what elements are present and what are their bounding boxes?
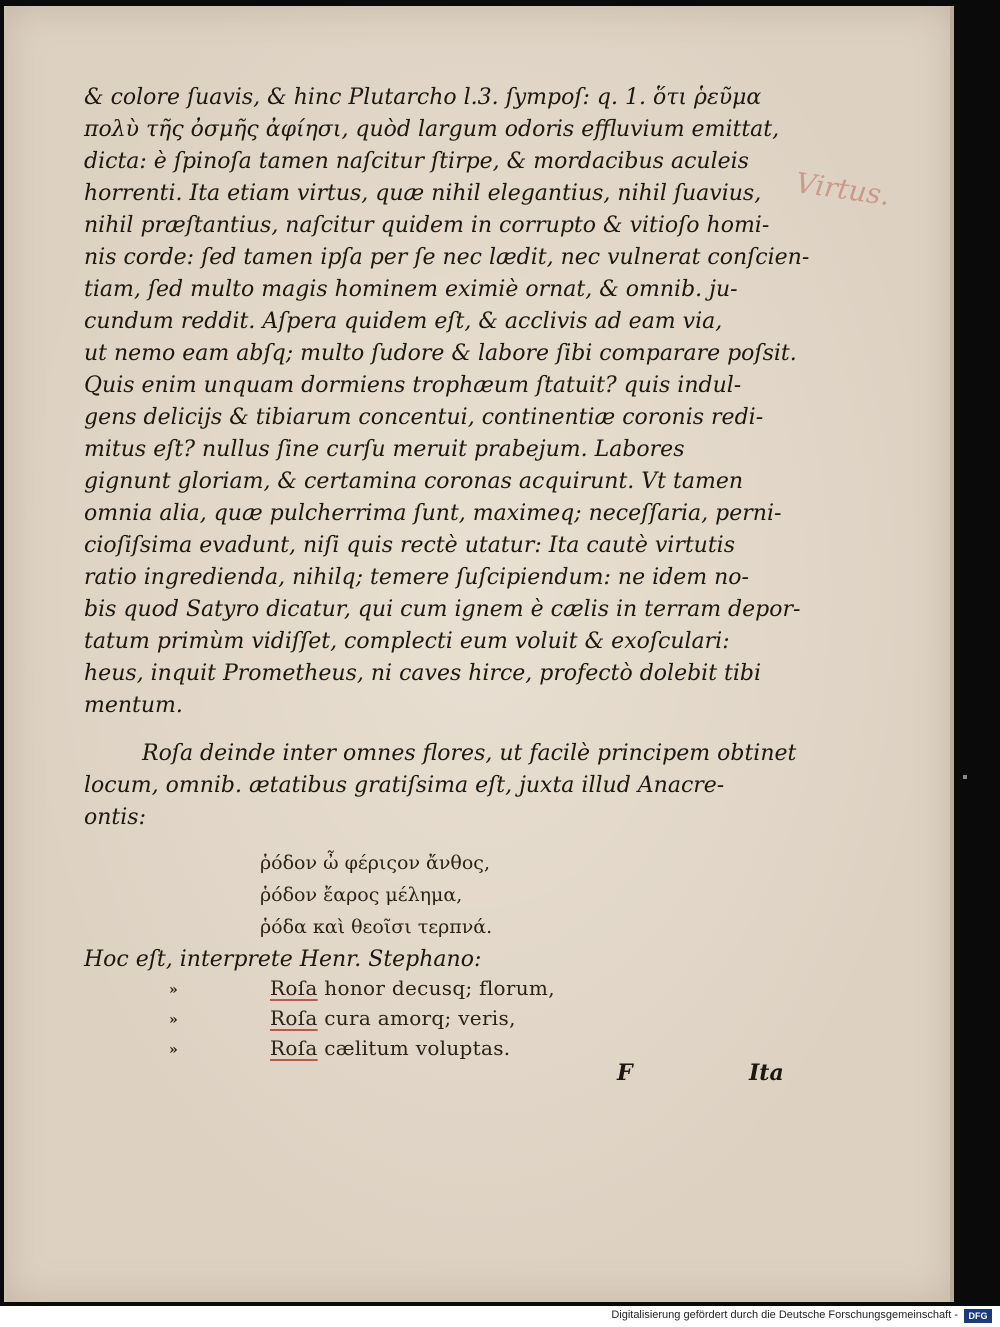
text-line: ut nemo eam abſq; multo ſudore & labore ſibi comparare poſsit. xyxy=(84,341,797,366)
verse-rest: cura amorq; veris, xyxy=(317,1006,516,1030)
signature-mark: F xyxy=(617,1060,633,1086)
latin-verse-line xyxy=(270,976,555,1000)
text-line: gignunt gloriam, & certamina coronas acquirunt. Vt tamen xyxy=(84,469,744,494)
quote-mark: » xyxy=(169,982,178,998)
rosa-underlined: Roſa xyxy=(270,976,318,1000)
rosa-underlined: Roſa xyxy=(270,1006,318,1030)
scanned-page xyxy=(4,6,954,1302)
text-line: nis corde: ſed tamen ipſa per ſe nec lædit, nec vulnerat conſcien- xyxy=(84,245,810,270)
rosa-underlined: Roſa xyxy=(270,1036,318,1060)
text-line: & colore ſuavis, & hinc Plutarcho l.3. ſympoſ: q. 1. ὅτι ῥεῦμα xyxy=(84,85,762,110)
text-line: tiam, ſed multo magis hominem eximiè ornat, & omnib. ju- xyxy=(84,277,738,302)
text-line: cioſiſsima evadunt, niſi quis rectè utatur: Ita cautè virtutis xyxy=(84,533,736,558)
catchword: Ita xyxy=(749,1060,784,1086)
text-line: tatum primùm vidiſſet, complecti eum voluit & exoſculari: xyxy=(84,629,730,654)
footer-text: Digitalisierung gefördert durch die Deutsche Forschungsgemeinschaft - xyxy=(611,1309,958,1321)
text-line: nihil præſtantius, naſcitur quidem in corrupto & vitioſo homi- xyxy=(84,213,770,238)
latin-verse-line xyxy=(270,1036,510,1060)
paragraph-start-line: Roſa deinde inter omnes flores, ut facilè principem obtinet xyxy=(142,741,797,766)
text-line: ratio ingredienda, nihilq; temere ſuſcipiendum: ne idem no- xyxy=(84,565,749,590)
verse-rest: honor decusq; florum, xyxy=(317,976,555,1000)
text-line: cundum reddit. Aſpera quidem eſt, & acclivis ad eam via, xyxy=(84,309,723,334)
greek-verse-line: ῥόδον ἔαρος μέλημα, xyxy=(260,884,463,906)
quote-mark: » xyxy=(169,1012,178,1028)
greek-verse-line: ῥόδα καὶ θεοῖσι τερπνά. xyxy=(260,916,493,938)
marginal-annotation: Virtus. xyxy=(793,166,893,213)
text-line: ontis: xyxy=(84,805,146,830)
interpreter-line: Hoc eſt, interprete Henr. Stephano: xyxy=(84,947,482,972)
dfg-logo-icon: DFG xyxy=(964,1309,992,1323)
latin-verse-line xyxy=(270,1006,516,1030)
quote-mark: » xyxy=(169,1042,178,1058)
text-line: Quis enim unquam dormiens trophæum ſtatuit? quis indul- xyxy=(84,373,742,398)
greek-verse-line: ῥόδον ὦ φέριςον ἄνθος, xyxy=(260,852,490,874)
text-line: mitus eſt? nullus ſine curſu meruit prabejum. Labores xyxy=(84,437,685,462)
text-line: omnia alia, quæ pulcherrima ſunt, maximeq; neceſſaria, perni- xyxy=(84,501,782,526)
scan-mark xyxy=(963,775,967,779)
verse-rest: cælitum voluptas. xyxy=(317,1036,511,1060)
text-line: locum, omnib. ætatibus gratiſsima eſt, juxta illud Anacre- xyxy=(84,773,725,798)
funding-footer xyxy=(0,1306,1000,1327)
text-line: πολὺ τῆς ὀσμῆς ἀφίησι, quòd largum odoris effluvium emittat, xyxy=(84,117,780,142)
text-line: gens delicijs & tibiarum concentui, continentiæ coronis redi- xyxy=(84,405,764,430)
text-line: horrenti. Ita etiam virtus, quæ nihil elegantius, nihil ſuavius, xyxy=(84,181,762,206)
text-line: bis quod Satyro dicatur, qui cum ignem è cælis in terram depor- xyxy=(84,597,801,622)
text-line: heus, inquit Prometheus, ni caves hirce, profectò dolebit tibi xyxy=(84,661,762,686)
page-edge xyxy=(4,6,7,1302)
text-line: mentum. xyxy=(84,693,183,718)
text-line: dicta: è ſpinoſa tamen naſcitur ſtirpe, & mordacibus aculeis xyxy=(84,149,749,174)
